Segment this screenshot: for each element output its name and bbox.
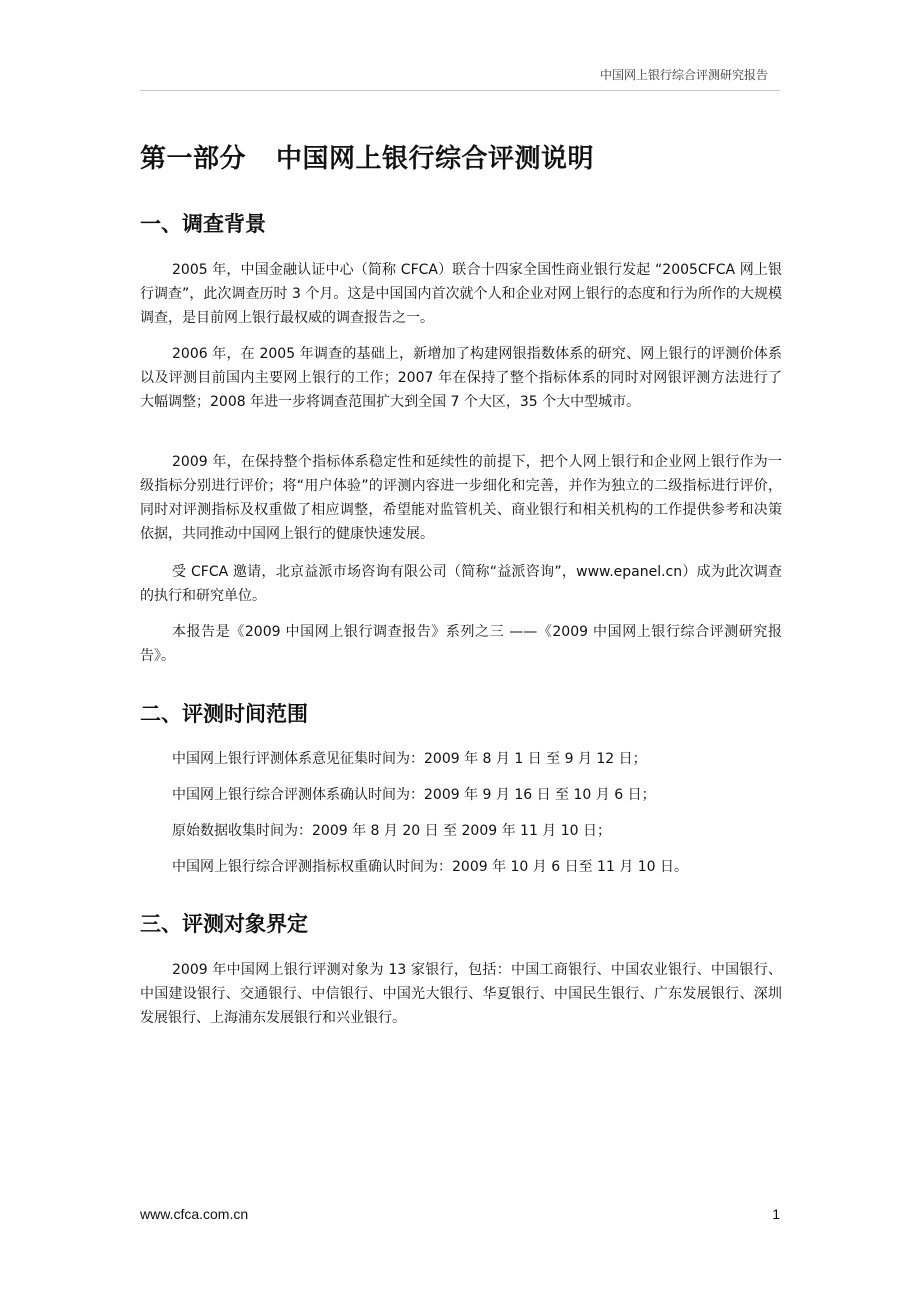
part-label: 第一部分 xyxy=(140,144,247,174)
time-range-line: 原始数据收集时间为：2009 年 8 月 20 日 至 2009 年 11 月 10 日； xyxy=(172,823,612,839)
paragraph: 2005 年，中国金融认证中心（简称 CFCA）联合十四家全国性商业银行发起 “2005CFCA 网上银行调查”，此次调查历时 3 个月。这是中国国内首次就个人和企业对网上银行的态度和行为所作的大规模调查，是目前网上银行最权威的调查报告之一。 xyxy=(140,262,782,326)
part-heading: 中国网上银行综合评测说明 xyxy=(276,144,595,174)
paragraph: 受 CFCA 邀请，北京益派市场咨询有限公司（简称“益派咨询”，www.epanel.cn）成为此次调查的执行和研究单位。 xyxy=(140,564,782,604)
section-heading-background: 一、调查背景 xyxy=(140,212,266,236)
time-range-line: 中国网上银行评测体系意见征集时间为：2009 年 8 月 1 日 至 9 月 12 日； xyxy=(172,751,647,767)
section-heading-targets: 三、评测对象界定 xyxy=(140,912,308,936)
time-range-line: 中国网上银行综合评测体系确认时间为：2009 年 9 月 16 日 至 10 月 6 日； xyxy=(172,787,656,803)
time-range-line: 中国网上银行综合评测指标权重确认时间为：2009 年 10 月 6 日至 11 月 10 日。 xyxy=(172,859,689,875)
running-header: 中国网上银行综合评测研究报告 xyxy=(599,68,768,82)
paragraph: 本报告是《2009 中国网上银行调查报告》系列之三 ——《2009 中国网上银行综合评测研究报告》。 xyxy=(140,624,782,664)
footer-url: www.cfca.com.cn xyxy=(140,1206,249,1222)
paragraph: 2006 年，在 2005 年调查的基础上，新增加了构建网银指数体系的研究、网上银行的评测价体系以及评测目前国内主要网上银行的工作；2007 年在保持了整个指标体系的同时对网银评测方法进行了大幅调整；2008 年进一步将调查范围扩大到全国 7 个大区，35 个大中型城市。 xyxy=(140,346,782,410)
header-divider xyxy=(140,90,780,91)
section-heading-time-range: 二、评测时间范围 xyxy=(140,702,308,726)
paragraph: 2009 年，在保持整个指标体系稳定性和延续性的前提下，把个人网上银行和企业网上银行作为一级指标分别进行评价；将“用户体验”的评测内容进一步细化和完善，并作为独立的二级指标进行评价，同时对评测指标及权重做了相应调整，希望能对监管机关、商业银行和相关机构的工作提供参考和决策依据，共同推动中国网上银行的健康快速发展。 xyxy=(140,454,782,542)
part-title xyxy=(140,138,594,175)
paragraph: 2009 年中国网上银行评测对象为 13 家银行，包括：中国工商银行、中国农业银行、中国银行、中国建设银行、交通银行、中信银行、中国光大银行、华夏银行、中国民生银行、广东发展银行、深圳发展银行、上海浦东发展银行和兴业银行。 xyxy=(140,962,782,1026)
page-number: 1 xyxy=(772,1206,780,1222)
